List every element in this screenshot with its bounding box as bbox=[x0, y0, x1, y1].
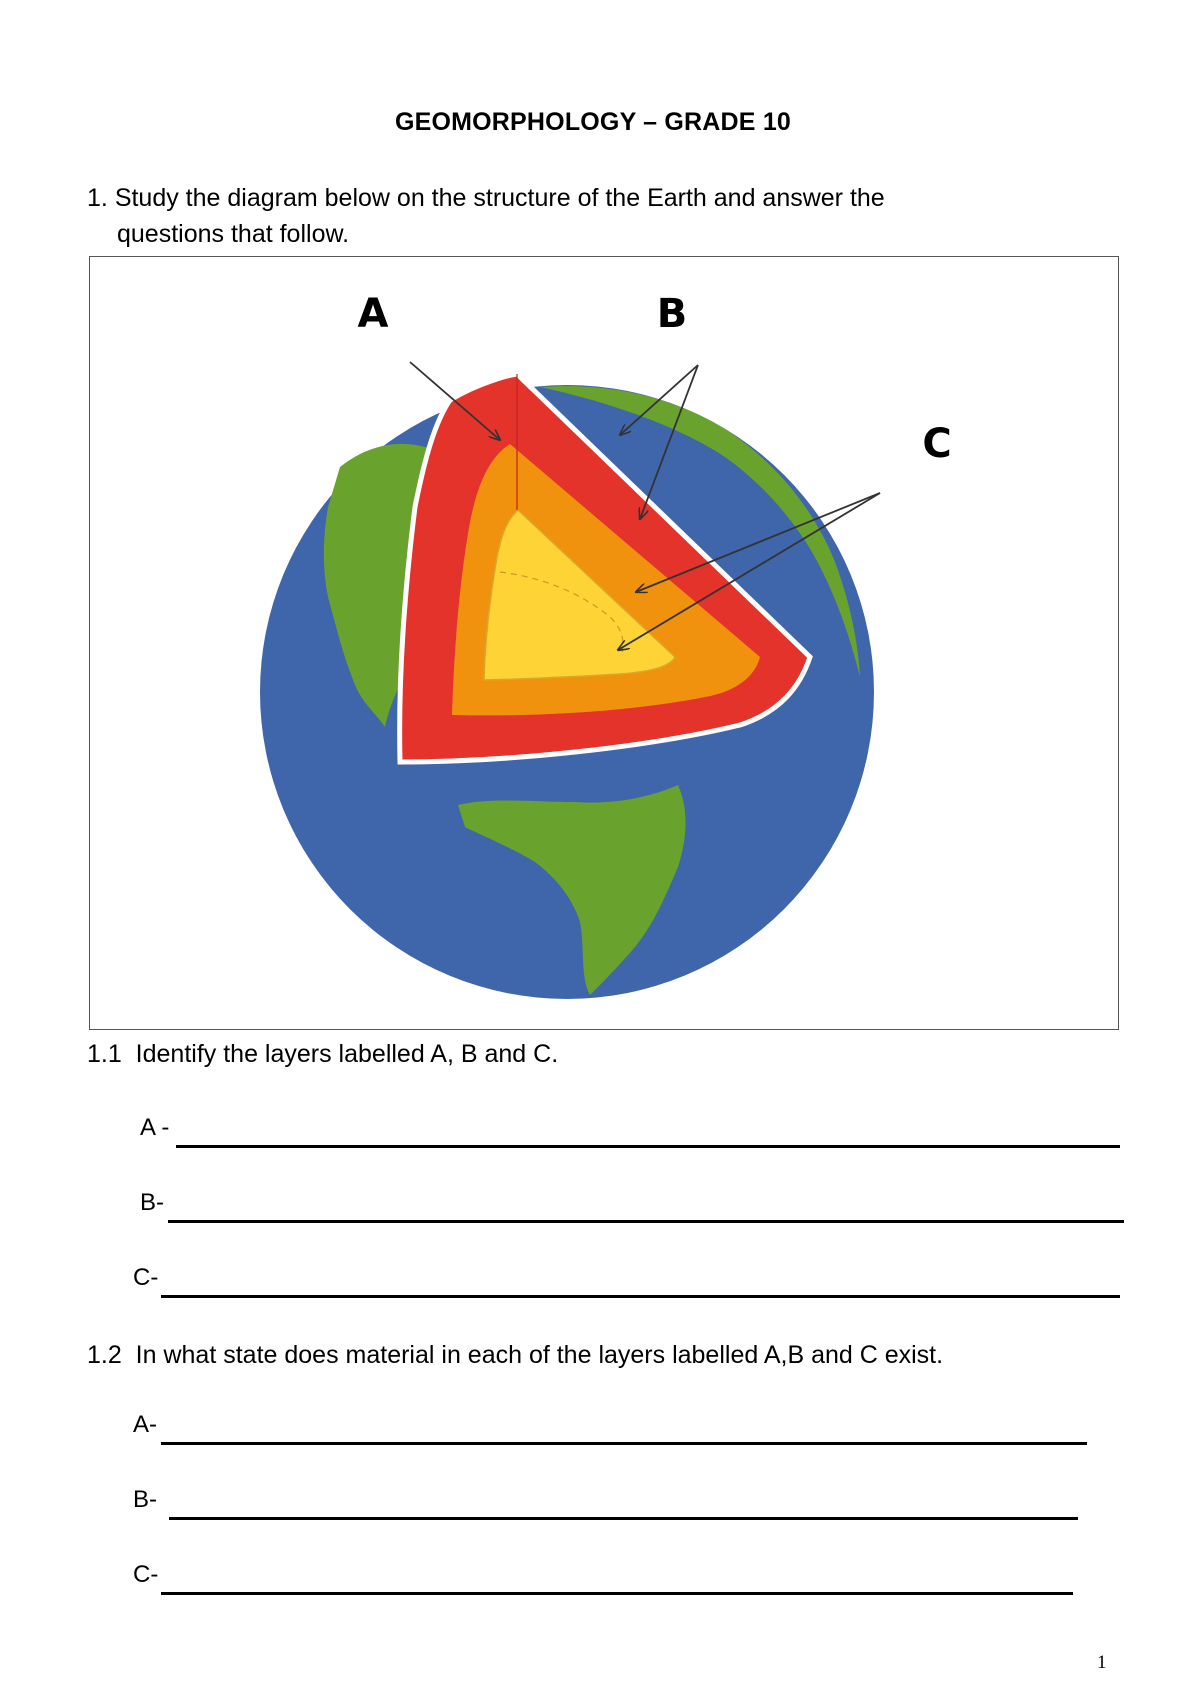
question-1-2-number: 1.2 bbox=[87, 1341, 122, 1369]
answer-line[interactable] bbox=[161, 1442, 1087, 1445]
answer-1-1-c bbox=[133, 1264, 1120, 1298]
answer-line[interactable] bbox=[161, 1295, 1120, 1298]
question-1-1 bbox=[87, 1040, 558, 1069]
answer-label: A - bbox=[140, 1114, 170, 1141]
label-a: A bbox=[357, 291, 389, 337]
answer-line[interactable] bbox=[169, 1517, 1078, 1520]
label-c: C bbox=[922, 421, 952, 467]
page-title: GEOMORPHOLOGY – GRADE 10 bbox=[394, 108, 792, 136]
question-1-text-line1: Study the diagram below on the structure of the Earth and answer the bbox=[114, 184, 885, 212]
answer-label: A- bbox=[133, 1411, 157, 1438]
answer-1-1-a bbox=[140, 1114, 1120, 1148]
answer-1-2-a bbox=[133, 1411, 1087, 1445]
page-number: 1 bbox=[1097, 1652, 1107, 1673]
question-1-2-text: In what state does material in each of the layers labelled A,B and C exist. bbox=[135, 1341, 944, 1369]
answer-line[interactable] bbox=[161, 1592, 1073, 1595]
question-1-1-text: Identify the layers labelled A, B and C. bbox=[135, 1040, 559, 1068]
answer-label: C- bbox=[133, 1264, 159, 1291]
answer-label: B- bbox=[133, 1486, 157, 1513]
question-1-text bbox=[87, 184, 885, 213]
answer-label: C- bbox=[133, 1561, 159, 1588]
question-1-2 bbox=[87, 1341, 943, 1370]
answer-1-1-b bbox=[140, 1189, 1124, 1223]
label-b: B bbox=[656, 291, 688, 337]
question-1-1-number: 1.1 bbox=[87, 1040, 122, 1068]
answer-1-2-b bbox=[133, 1486, 1078, 1520]
earth-structure-diagram bbox=[89, 256, 1119, 1030]
answer-1-2-c bbox=[133, 1561, 1073, 1595]
answer-line[interactable] bbox=[168, 1220, 1124, 1223]
answer-label: B- bbox=[140, 1189, 164, 1216]
answer-line[interactable] bbox=[176, 1145, 1120, 1148]
question-1-number: 1. bbox=[87, 184, 108, 212]
question-1-text-line2: questions that follow. bbox=[117, 220, 350, 248]
